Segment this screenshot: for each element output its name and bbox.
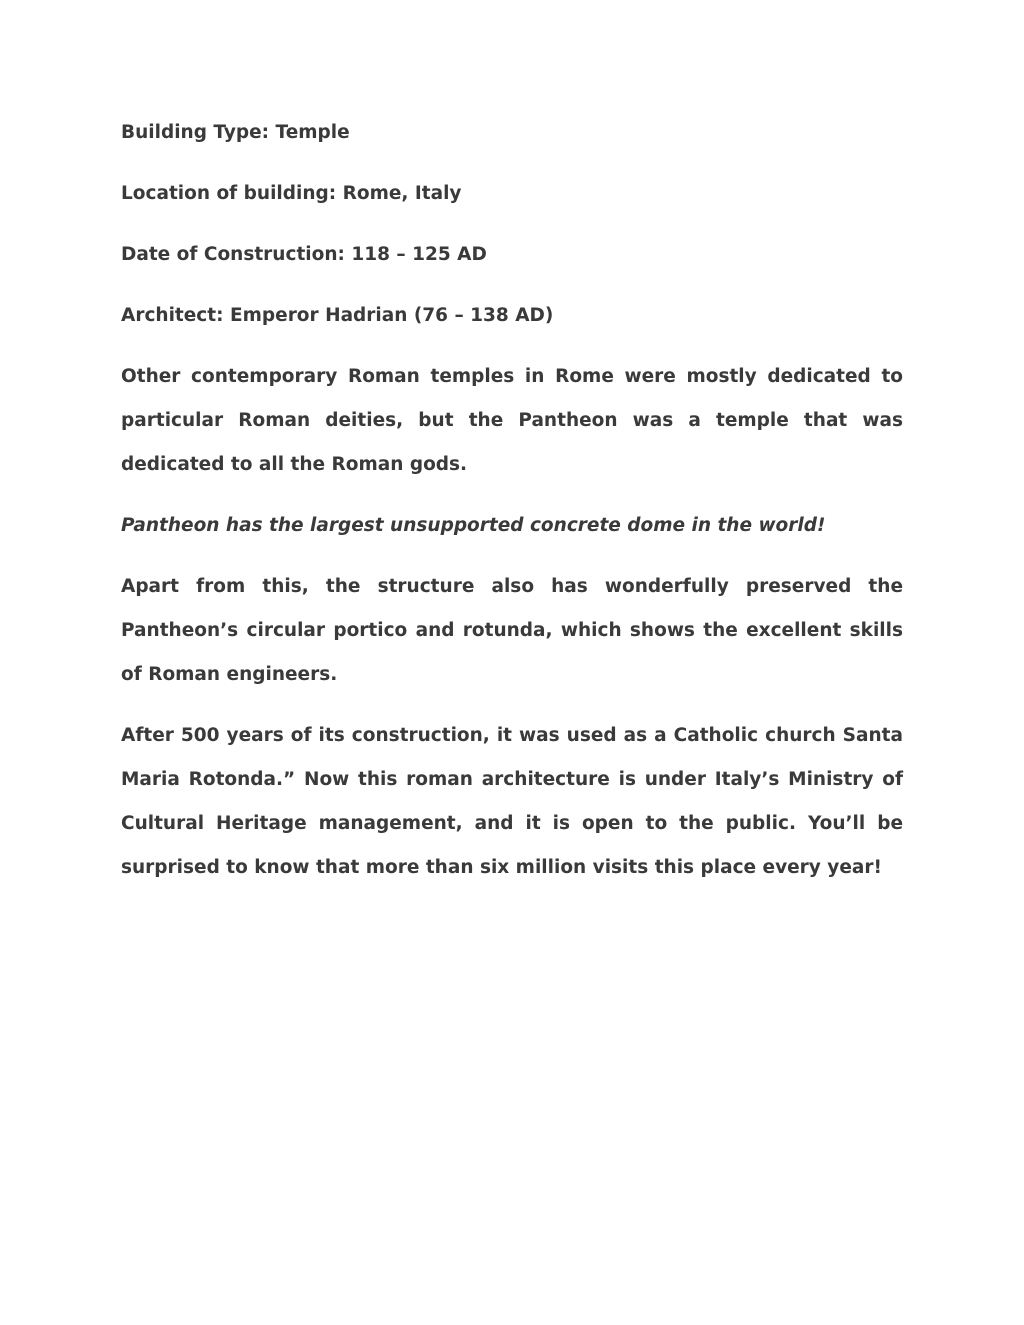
- location-label: Location of building:: [121, 183, 337, 204]
- construction-date-value: 118 – 125 AD: [351, 244, 487, 265]
- architect-label: Architect:: [121, 305, 224, 326]
- building-type-value: Temple: [275, 122, 350, 143]
- location-line: [121, 180, 903, 208]
- paragraph-history: After 500 years of its construction, it was used as a Catholic church Santa Maria Rotonda.” Now this roman architecture is under Italy’s Ministry of Cultural Heritage management, and it is open to the public. You’ll be surprised to know that more than six million visits this place every year!: [121, 725, 903, 878]
- building-type-line: [121, 119, 903, 147]
- paragraph-structure: Apart from this, the structure also has wonderfully preserved the Pantheon’s circular portico and rotunda, which shows the excellent skills of Roman engineers.: [121, 576, 903, 685]
- document-page: [121, 119, 903, 915]
- building-type-label: Building Type:: [121, 122, 270, 143]
- dome-highlight: Pantheon has the largest unsupported concrete dome in the world!: [121, 515, 826, 536]
- location-value: Rome, Italy: [342, 183, 462, 204]
- architect-line: [121, 302, 903, 330]
- construction-date-line: [121, 241, 903, 269]
- construction-date-label: Date of Construction:: [121, 244, 345, 265]
- architect-value: Emperor Hadrian (76 – 138 AD): [229, 305, 554, 326]
- paragraph-dedication: Other contemporary Roman temples in Rome were mostly dedicated to particular Roman deities, but the Pantheon was a temple that was dedicated to all the Roman gods.: [121, 366, 903, 475]
